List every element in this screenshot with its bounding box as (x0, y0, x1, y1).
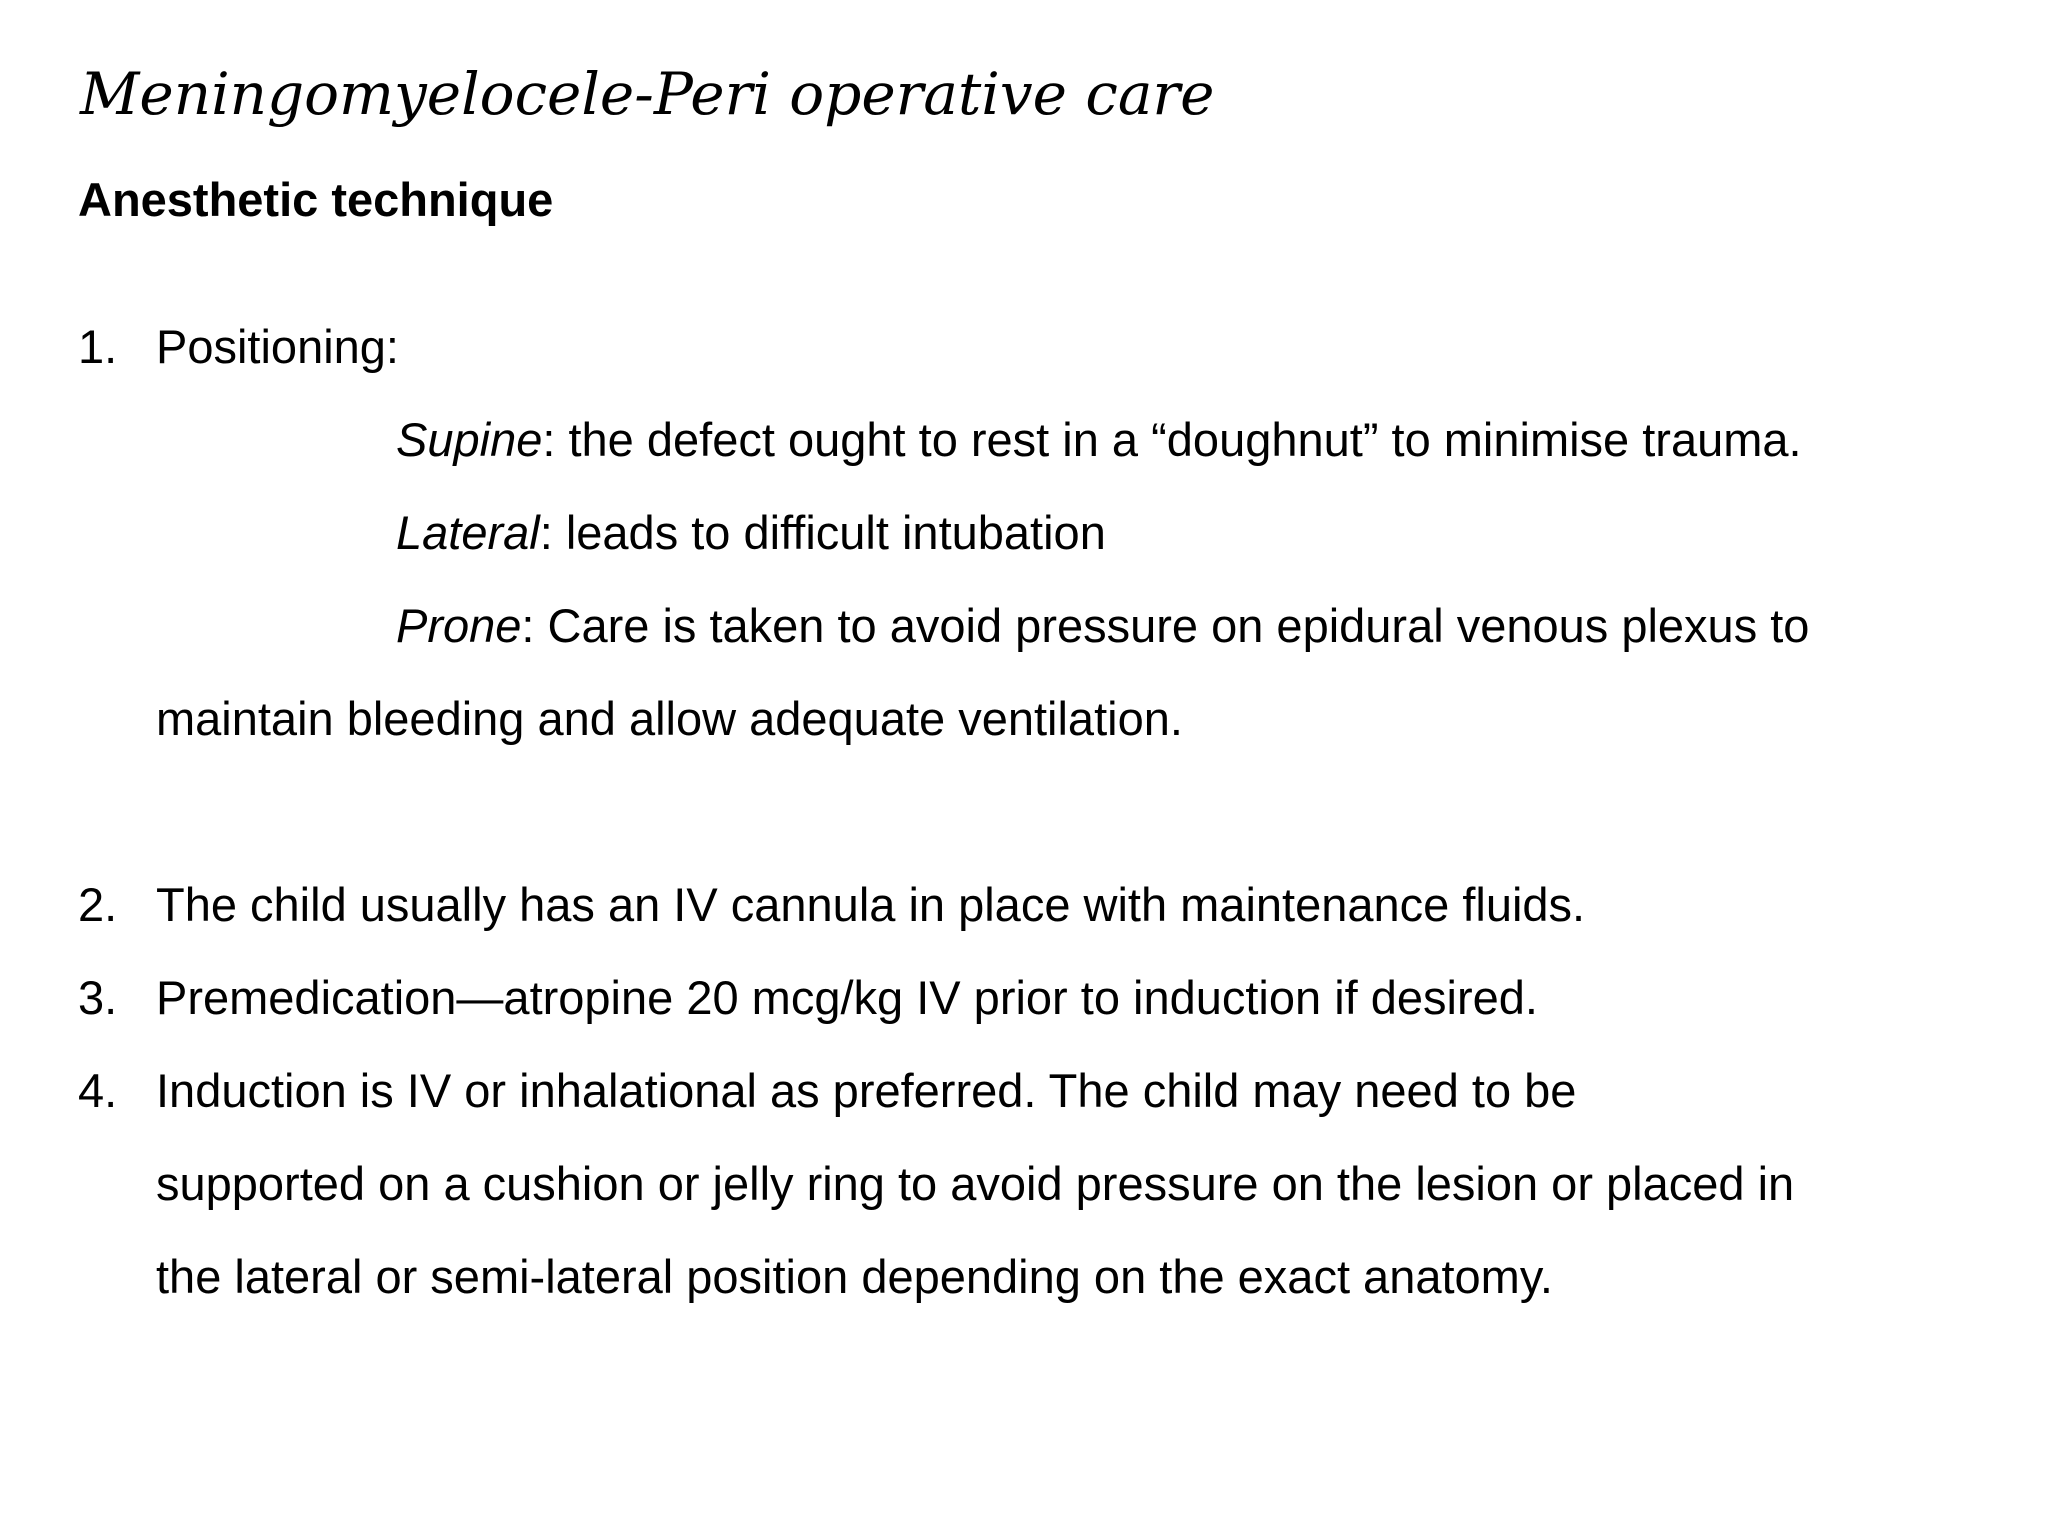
sub-item-lateral (396, 503, 1106, 563)
slide-title: Meningomyelocele-Peri operative care (80, 60, 1215, 128)
sub-item-term: Lateral (396, 506, 540, 559)
item-2-number: 2. (78, 878, 118, 931)
item-4-text-line-3: the lateral or semi-lateral position depending on the exact anatomy. (156, 1250, 1553, 1303)
item-1-continuation: maintain bleeding and allow adequate ventilation. (156, 692, 1183, 745)
sub-item-supine (396, 410, 1802, 470)
item-4-text-line-2: supported on a cushion or jelly ring to avoid pressure on the lesion or placed in (156, 1157, 1795, 1210)
sub-item-prone (396, 596, 1809, 656)
section-heading: Anesthetic technique (78, 173, 554, 226)
item-4-text-line-1: Induction is IV or inhalational as preferred. The child may need to be (156, 1064, 1577, 1117)
sub-item-text: : leads to difficult intubation (539, 506, 1106, 559)
sub-item-term: Supine (396, 413, 543, 466)
item-1-label: Positioning: (156, 320, 399, 373)
item-3-text: Premedication—atropine 20 mcg/kg IV prior to induction if desired. (156, 971, 1538, 1024)
item-1-number: 1. (78, 320, 118, 373)
sub-item-text: : Care is taken to avoid pressure on epidural venous plexus to (521, 599, 1810, 652)
item-2-text: The child usually has an IV cannula in place with maintenance fluids. (156, 878, 1586, 931)
item-3-number: 3. (78, 971, 118, 1024)
sub-item-term: Prone (396, 599, 522, 652)
sub-item-text: : the defect ought to rest in a “doughnut” to minimise trauma. (542, 413, 1802, 466)
item-4-number: 4. (78, 1064, 118, 1117)
